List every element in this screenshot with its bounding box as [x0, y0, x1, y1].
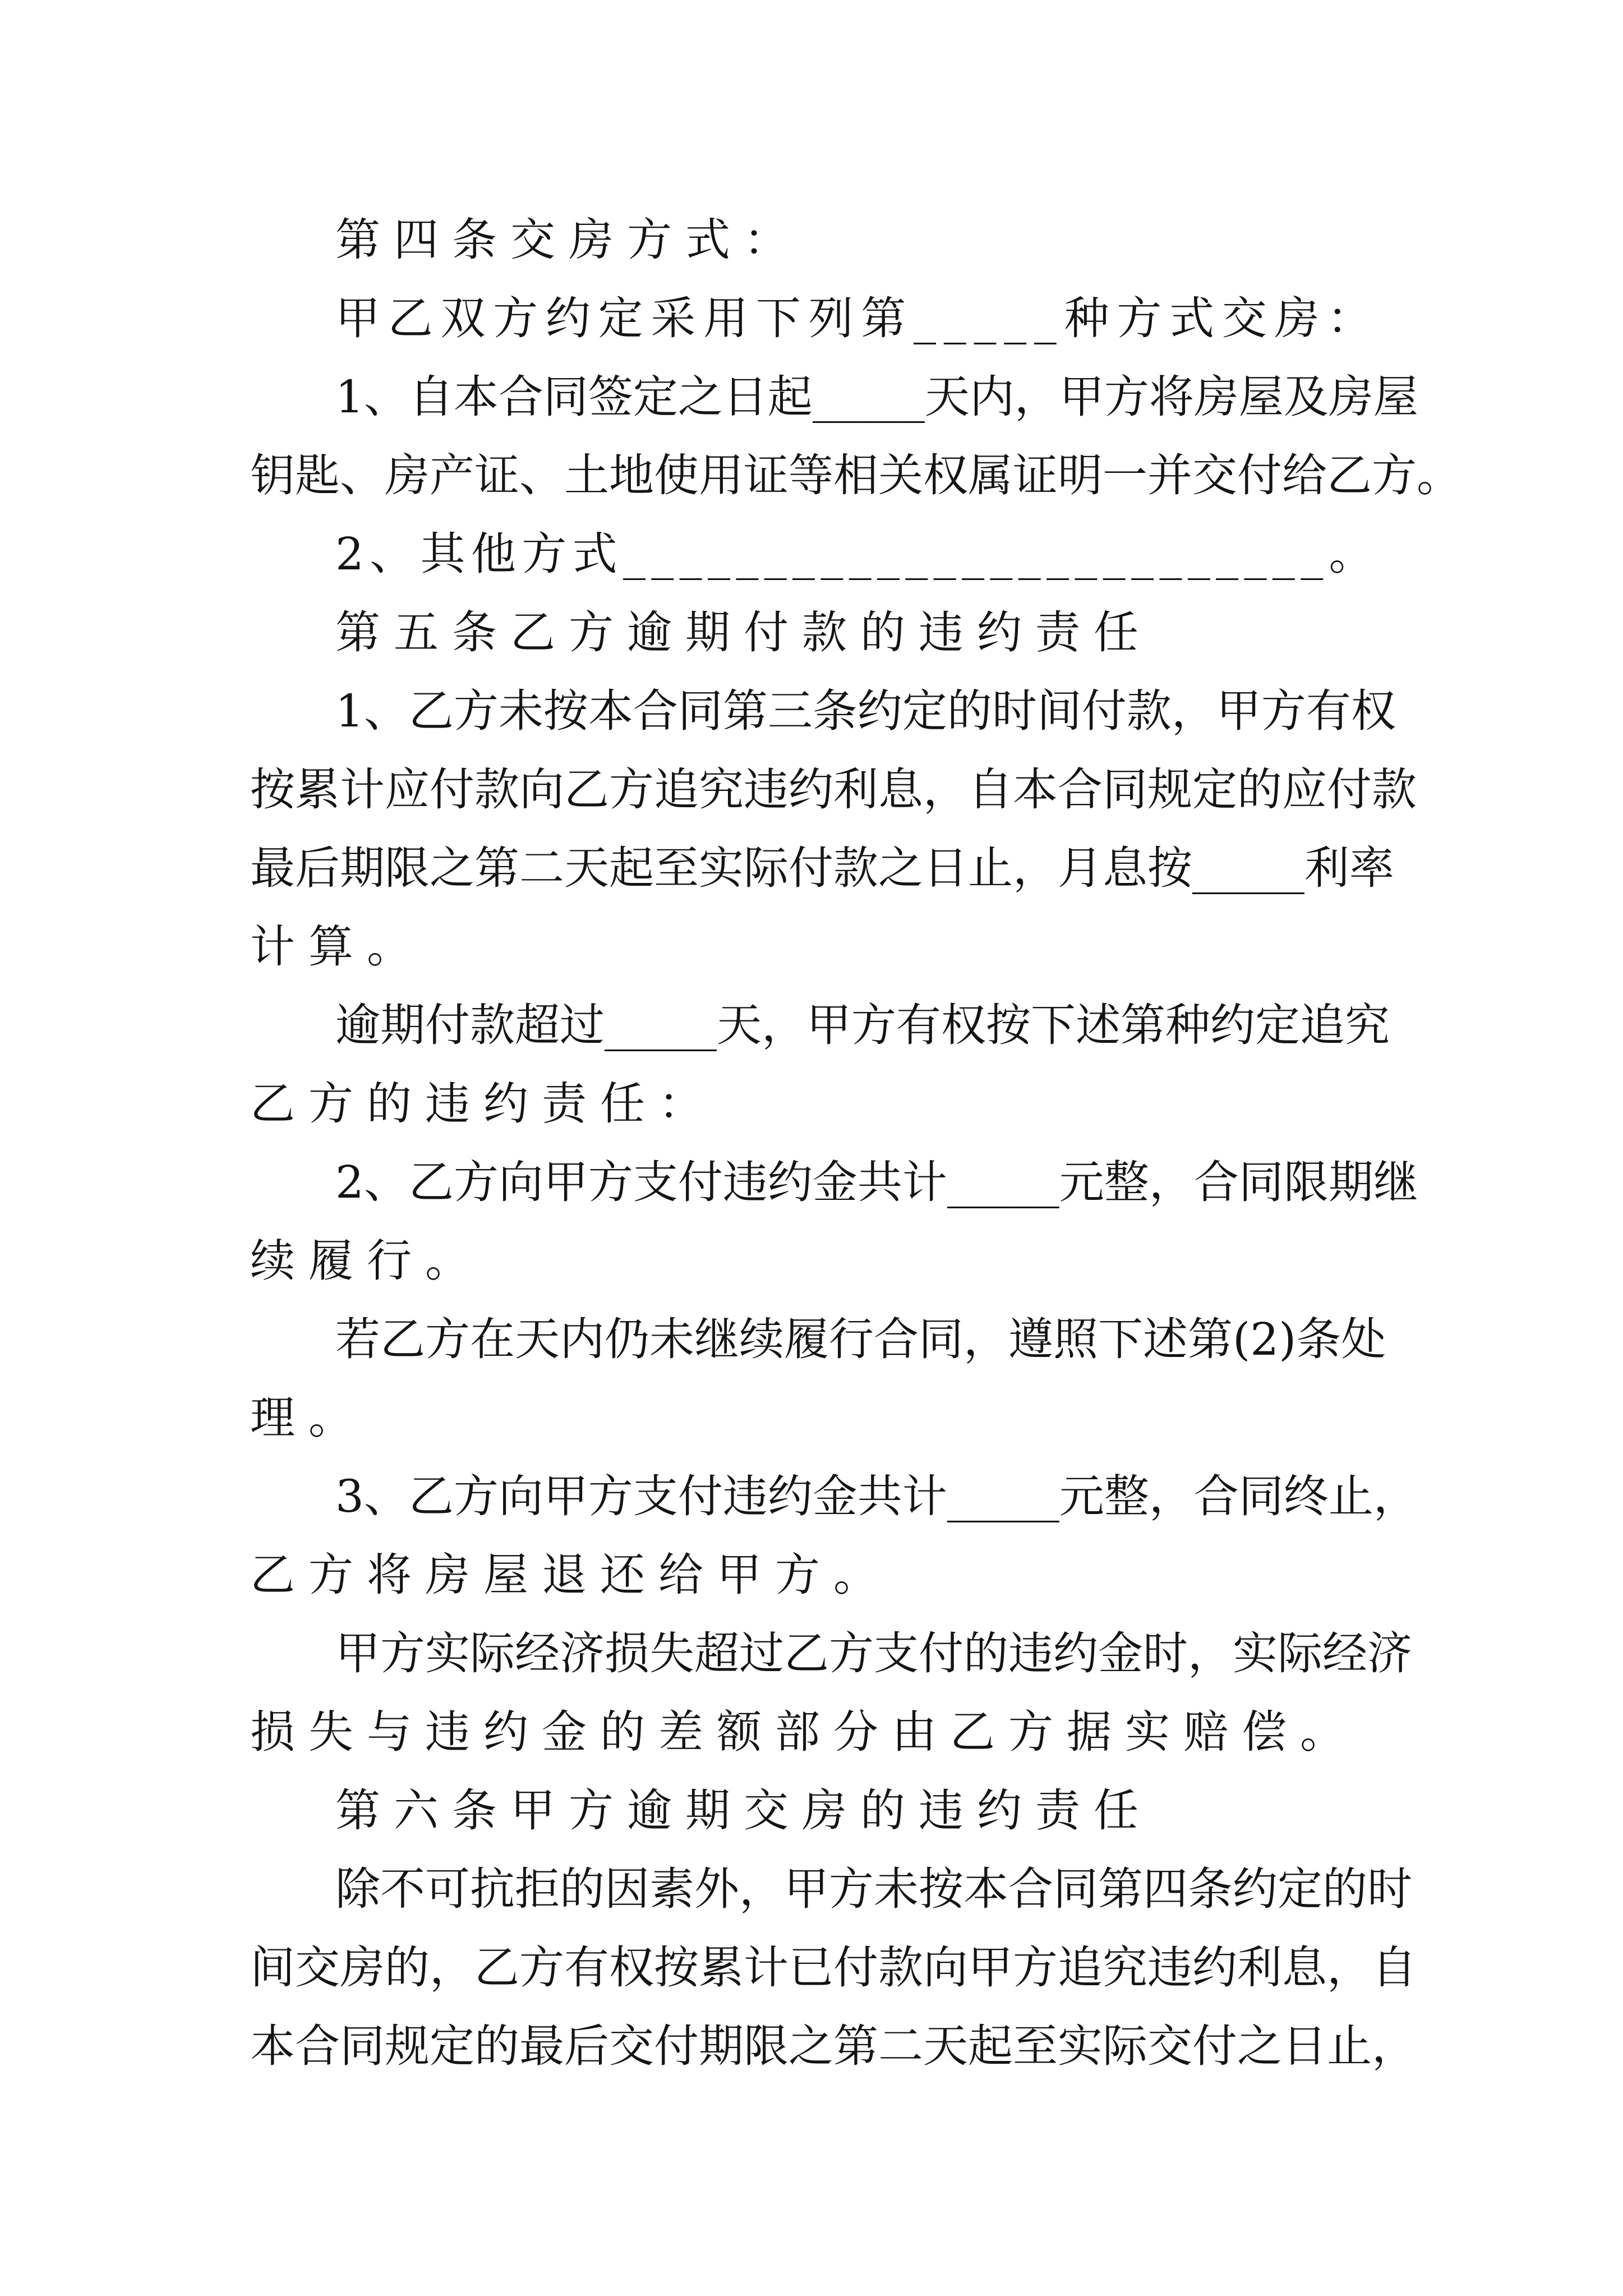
- text-line: 1、乙方未按本合同第三条约定的时间付款，甲方有权: [335, 685, 1396, 737]
- text-line: 若乙方在天内仍未继续履行合同，遵照下述第(2)条处: [335, 1313, 1386, 1365]
- text-line: 2、其他方式_________________________。: [335, 528, 1380, 580]
- text-line: 损失与违约金的差额部分由乙方据实赔偿。: [250, 1706, 1358, 1758]
- text-line: 乙方将房屋退还给甲方。: [250, 1549, 892, 1601]
- section-heading: 第五条乙方逾期付款的违约责任: [335, 606, 1152, 659]
- text-line: 2、乙方向甲方支付违约金共计_____元整，合同限期继: [335, 1156, 1418, 1208]
- text-line: 理。: [250, 1392, 367, 1444]
- text-line: 钥匙、房产证、土地使用证等相关权属证明一并交付给乙方。: [250, 449, 1461, 501]
- text-line: 乙方的违约责任：: [250, 1078, 717, 1130]
- text-line: 甲乙双方约定采用下列第_____种方式交房：: [335, 292, 1380, 344]
- text-line: 甲方实际经济损失超过乙方支付的违约金时，实际经济: [335, 1627, 1412, 1680]
- text-line: 最后期限之第二天起至实际付款之日止，月息按_____利率: [250, 842, 1394, 894]
- text-line: 3、乙方向甲方支付违约金共计_____元整，合同终止，: [335, 1470, 1418, 1522]
- text-line: 间交房的，乙方有权按累计已付款向甲方追究违约利息，自: [250, 1941, 1417, 1994]
- text-line: 计算。: [250, 921, 425, 973]
- text-line: 续履行。: [250, 1235, 483, 1287]
- text-line: 除不可抗拒的因素外，甲方未按本合同第四条约定的时: [335, 1863, 1412, 1915]
- text-line: 1、自本合同签定之日起_____天内，甲方将房屋及房屋: [335, 371, 1418, 423]
- text-line: 第四条交房方式：: [335, 214, 802, 266]
- text-line: 本合同规定的最后交付期限之第二天起至实际交付之日止，: [250, 2020, 1417, 2072]
- text-line: 按累计应付款向乙方追究违约利息，自本合同规定的应付款: [250, 763, 1417, 816]
- text-line: 逾期付款超过_____天，甲方有权按下述第种约定追究: [335, 999, 1390, 1051]
- section-heading: 第六条甲方逾期交房的违约责任: [335, 1784, 1152, 1837]
